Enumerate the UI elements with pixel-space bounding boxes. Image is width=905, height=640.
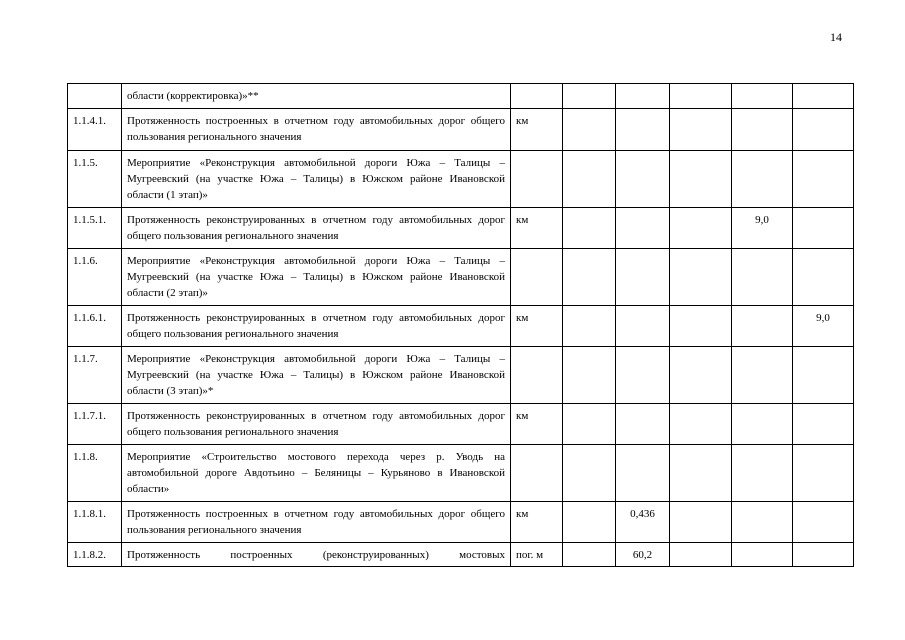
row-value	[670, 84, 732, 109]
row-value	[670, 347, 732, 404]
row-description: Протяженность реконструированных в отчетном году автомобильных дорог общего пользования регионального значения	[122, 306, 511, 347]
table-row	[68, 249, 854, 306]
row-value	[793, 84, 854, 109]
row-value	[670, 109, 732, 151]
row-value	[732, 347, 793, 404]
table-row	[68, 84, 854, 109]
row-value	[670, 306, 732, 347]
row-unit: км	[511, 109, 563, 151]
row-unit: км	[511, 502, 563, 543]
row-value	[616, 249, 670, 306]
row-value	[616, 151, 670, 208]
row-description: Протяженность построенных в отчетном году автомобильных дорог общего пользования регионального значения	[122, 109, 511, 151]
row-unit	[511, 347, 563, 404]
row-value	[732, 404, 793, 445]
row-value	[793, 208, 854, 249]
row-value	[793, 347, 854, 404]
row-value	[793, 109, 854, 151]
table-row	[68, 151, 854, 208]
row-value	[793, 249, 854, 306]
table-row	[68, 502, 854, 543]
row-description: Протяженность реконструированных в отчетном году автомобильных дорог общего пользования регионального значения	[122, 404, 511, 445]
row-value	[563, 404, 616, 445]
row-number	[68, 84, 122, 109]
row-description: области (корректировка)»**	[122, 84, 511, 109]
row-value	[732, 109, 793, 151]
table-row	[68, 543, 854, 567]
row-value	[670, 249, 732, 306]
indicators-table	[67, 83, 854, 567]
row-unit	[511, 151, 563, 208]
row-value	[563, 445, 616, 502]
row-description: Мероприятие «Реконструкция автомобильной дороги Южа – Талицы – Мугреевский (на участке Южа – Талицы) в Южском районе Ивановской области (2 этап)»	[122, 249, 511, 306]
row-value	[670, 208, 732, 249]
row-value	[793, 445, 854, 502]
row-description: Протяженность построенных в отчетном году автомобильных дорог общего пользования регионального значения	[122, 502, 511, 543]
row-value	[616, 347, 670, 404]
table-row	[68, 445, 854, 502]
row-unit: км	[511, 404, 563, 445]
row-value	[670, 404, 732, 445]
row-number: 1.1.8.2.	[68, 543, 122, 567]
table-row	[68, 404, 854, 445]
row-number: 1.1.4.1.	[68, 109, 122, 151]
row-value	[670, 445, 732, 502]
row-unit: км	[511, 208, 563, 249]
row-number: 1.1.5.1.	[68, 208, 122, 249]
row-description: Протяженность построенных (реконструированных) мостовых	[122, 543, 511, 567]
row-value	[732, 151, 793, 208]
row-value	[616, 306, 670, 347]
row-value	[732, 502, 793, 543]
page-number: 14	[830, 30, 842, 44]
row-number: 1.1.6.1.	[68, 306, 122, 347]
table-row	[68, 347, 854, 404]
row-unit	[511, 249, 563, 306]
row-value	[670, 543, 732, 567]
row-value	[563, 208, 616, 249]
row-value	[563, 84, 616, 109]
row-description: Мероприятие «Строительство мостового перехода через р. Уводь на автомобильной дороге Авдотьино – Беляницы – Курьяново в Ивановской области»	[122, 445, 511, 502]
row-unit	[511, 445, 563, 502]
row-value	[732, 249, 793, 306]
row-description: Мероприятие «Реконструкция автомобильной дороги Южа – Талицы – Мугреевский (на участке Южа – Талицы) в Южском районе Ивановской области (1 этап)»	[122, 151, 511, 208]
row-unit: пог. м	[511, 543, 563, 567]
row-description: Протяженность реконструированных в отчетном году автомобильных дорог общего пользования регионального значения	[122, 208, 511, 249]
row-number: 1.1.6.	[68, 249, 122, 306]
row-value	[670, 151, 732, 208]
row-number: 1.1.8.1.	[68, 502, 122, 543]
row-number: 1.1.8.	[68, 445, 122, 502]
row-value	[563, 502, 616, 543]
row-number: 1.1.5.	[68, 151, 122, 208]
row-value: 9,0	[793, 306, 854, 347]
row-value	[563, 249, 616, 306]
row-value	[793, 543, 854, 567]
row-value	[793, 151, 854, 208]
row-value	[563, 109, 616, 151]
row-number: 1.1.7.	[68, 347, 122, 404]
row-value	[732, 84, 793, 109]
row-value	[616, 208, 670, 249]
row-value	[670, 502, 732, 543]
table-row	[68, 306, 854, 347]
row-unit: км	[511, 306, 563, 347]
row-value	[563, 347, 616, 404]
row-value	[563, 306, 616, 347]
table-row	[68, 208, 854, 249]
row-value	[563, 543, 616, 567]
row-value: 9,0	[732, 208, 793, 249]
row-number: 1.1.7.1.	[68, 404, 122, 445]
row-value	[616, 404, 670, 445]
row-value: 60,2	[616, 543, 670, 567]
row-value	[732, 543, 793, 567]
row-value: 0,436	[616, 502, 670, 543]
row-value	[563, 151, 616, 208]
row-value	[616, 445, 670, 502]
row-unit	[511, 84, 563, 109]
row-value	[732, 306, 793, 347]
table-row	[68, 109, 854, 151]
row-value	[616, 109, 670, 151]
row-value	[793, 404, 854, 445]
row-value	[732, 445, 793, 502]
row-description: Мероприятие «Реконструкция автомобильной дороги Южа – Талицы – Мугреевский (на участке Южа – Талицы) в Южском районе Ивановской области (3 этап)»*	[122, 347, 511, 404]
row-value	[616, 84, 670, 109]
row-value	[793, 502, 854, 543]
